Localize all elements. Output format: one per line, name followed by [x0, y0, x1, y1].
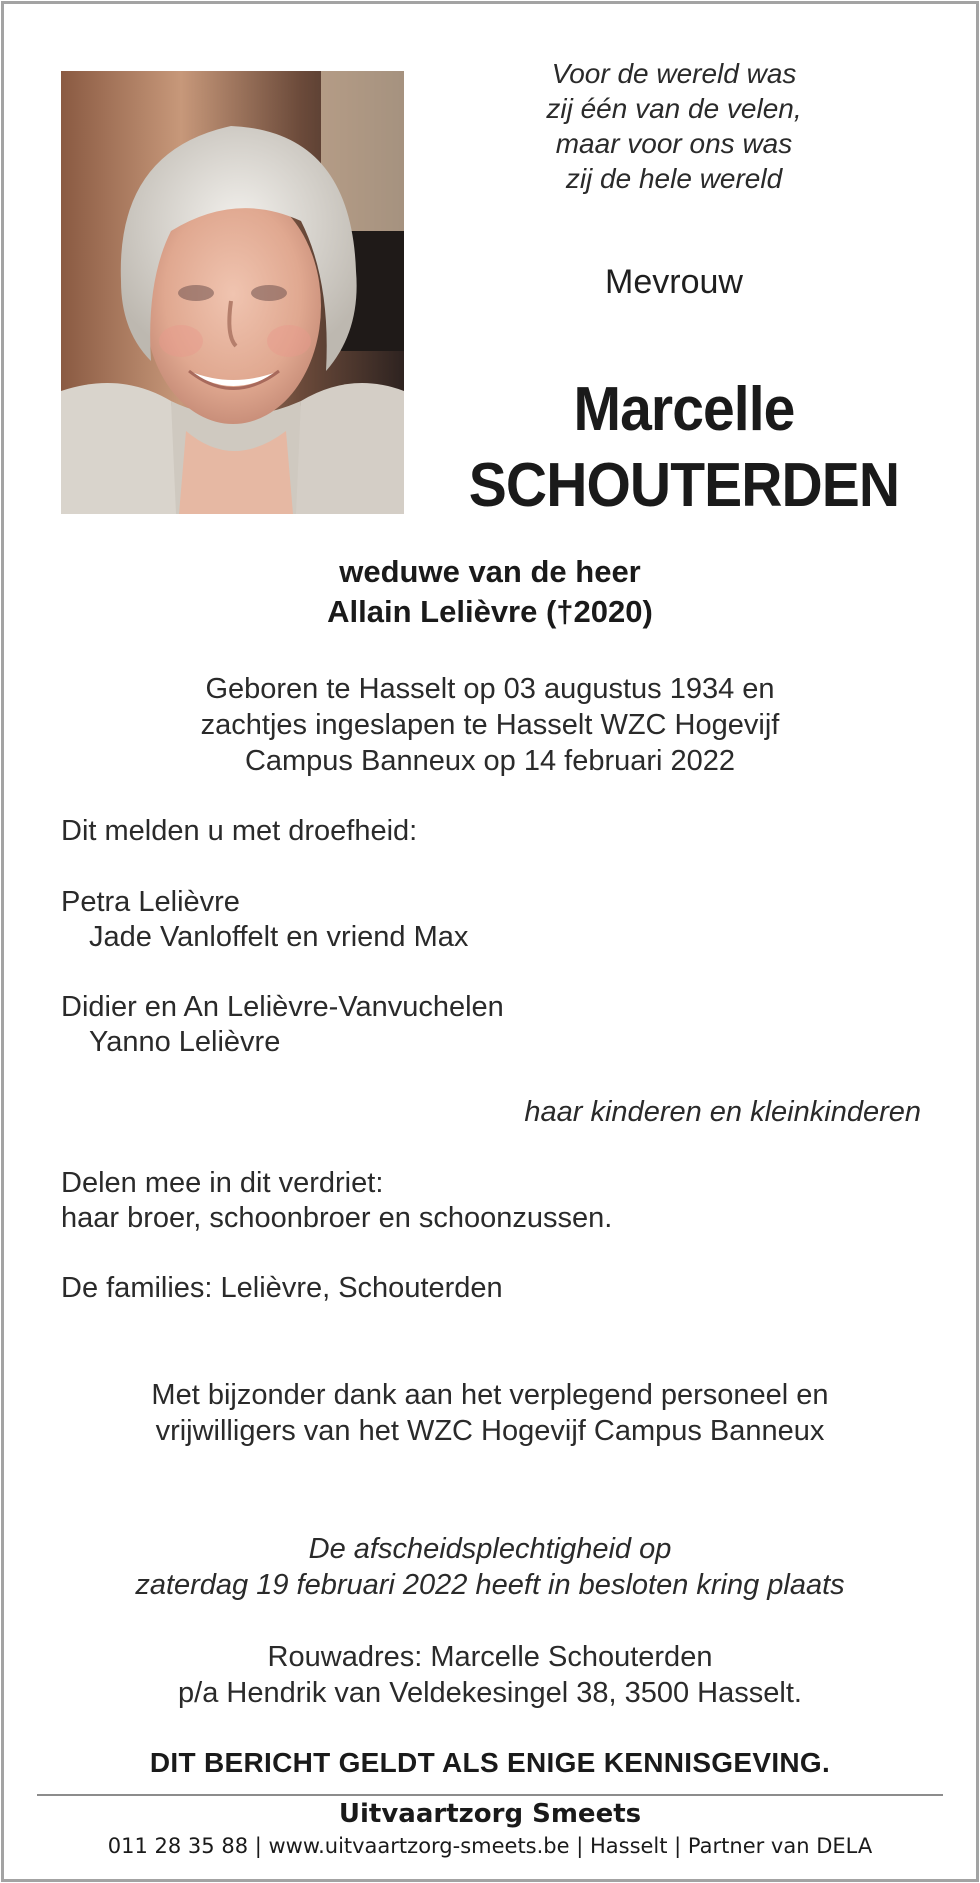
quote-line: zij één van de velen, — [546, 93, 802, 124]
widow-statement — [4, 552, 976, 632]
share-grief-line: haar broer, schoonbroer en schoonzussen. — [61, 1202, 613, 1234]
birth-line: zachtjes ingeslapen te Hasselt WZC Hogevijf — [200, 709, 780, 741]
address-line: Rouwadres: Marcelle Schouterden — [267, 1641, 713, 1673]
widow-line: weduwe van de heer — [339, 554, 641, 589]
birth-line: Geboren te Hasselt op 03 augustus 1934 en — [205, 673, 775, 705]
family-relation: haar kinderen en kleinkinderen — [524, 1096, 921, 1128]
share-grief-line: Delen mee in dit verdriet: — [61, 1167, 384, 1199]
quote-line: Voor de wereld was — [551, 58, 797, 89]
birth-death-details — [4, 671, 976, 779]
address-line: p/a Hendrik van Veldekesingel 38, 3500 Hasselt. — [178, 1677, 802, 1709]
widow-line: Allain Lelièvre (†2020) — [327, 594, 653, 629]
ceremony-line: De afscheidsplechtigheid op — [308, 1533, 672, 1565]
thanks-line: Met bijzonder dank aan het verplegend personeel en — [151, 1379, 829, 1411]
footer-divider — [37, 1794, 943, 1796]
memorial-quote — [444, 56, 904, 196]
families-line: De families: Lelièvre, Schouterden — [61, 1272, 503, 1304]
thanks-message — [4, 1377, 976, 1449]
honorific-title: Mevrouw — [605, 263, 743, 301]
ceremony-line: zaterdag 19 februari 2022 heeft in besloten kring plaats — [135, 1569, 845, 1601]
deceased-first-name: Marcelle — [573, 375, 795, 444]
obituary-card — [1, 1, 979, 1882]
thanks-line: vrijwilligers van het WZC Hogevijf Campus Banneux — [155, 1415, 825, 1447]
funeral-home-name: Uitvaartzorg Smeets — [338, 1799, 642, 1829]
family-member: Petra Lelièvre — [61, 886, 240, 918]
family-member-sub: Yanno Lelièvre — [89, 1026, 281, 1058]
ceremony-info — [4, 1531, 976, 1603]
funeral-home-contact: 011 28 35 88 | www.uitvaartzorg-smeets.be | Hasselt | Partner van DELA — [107, 1834, 873, 1858]
official-notice: DIT BERICHT GELDT ALS ENIGE KENNISGEVING. — [149, 1747, 831, 1778]
quote-line: maar voor ons was — [555, 128, 793, 159]
portrait-photo — [61, 71, 404, 514]
deceased-last-name: SCHOUTERDEN — [468, 451, 900, 520]
quote-line: zij de hele wereld — [565, 163, 783, 194]
birth-line: Campus Banneux op 14 februari 2022 — [244, 745, 736, 777]
announcement-text: Dit melden u met droefheid: — [61, 815, 418, 847]
family-member-sub: Jade Vanloffelt en vriend Max — [89, 921, 469, 953]
portrait-image — [61, 71, 404, 514]
mourning-address — [4, 1639, 976, 1711]
family-member: Didier en An Lelièvre-Vanvuchelen — [61, 991, 504, 1023]
